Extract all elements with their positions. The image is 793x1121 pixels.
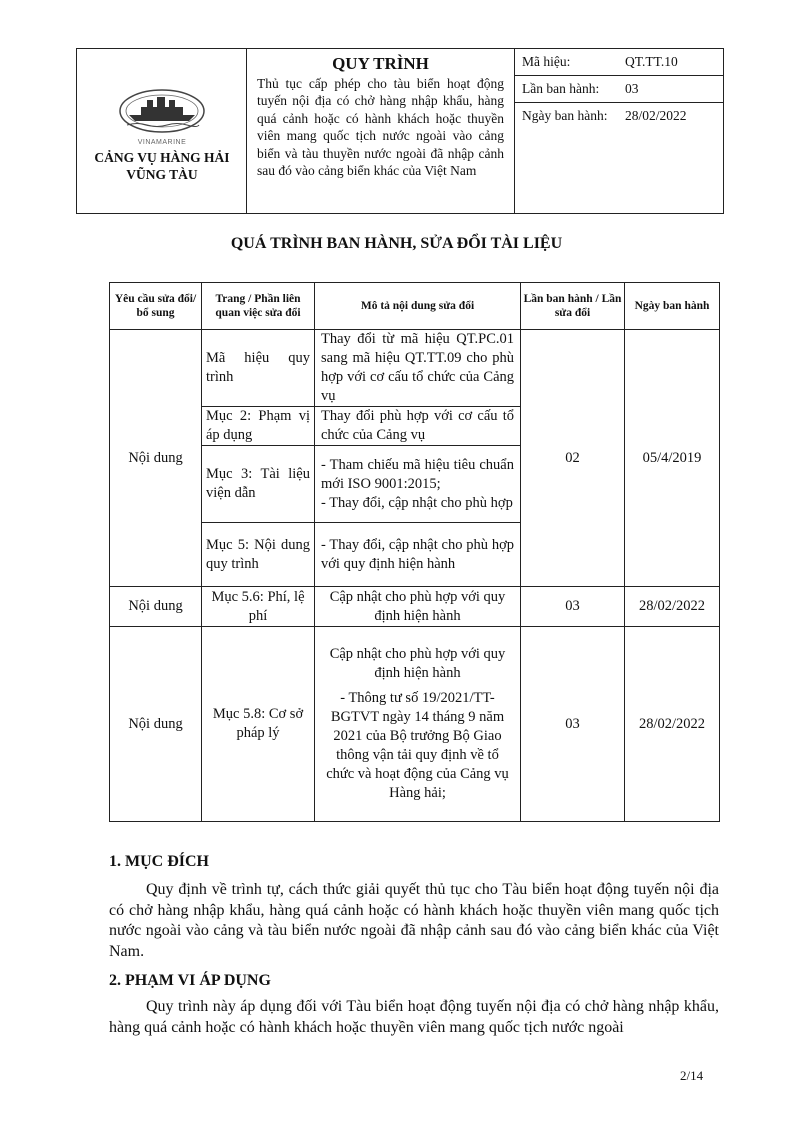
cell-request: Nội dung bbox=[110, 330, 202, 587]
logo-caption: VINAMARINE bbox=[137, 139, 187, 146]
section-2-text: Quy trình này áp dụng đối với Tàu biển hoạt động tuyến nội địa có chở hàng nhập khẩu, hàng quá cảnh hoặc có hành khách hoặc thuyền viên mang quốc tịch nước ngoài bbox=[109, 998, 719, 1036]
cell-issue: 02 bbox=[521, 330, 625, 587]
table-row bbox=[110, 330, 720, 407]
cell-issue: 03 bbox=[521, 587, 625, 627]
meta-row-issue bbox=[515, 76, 723, 103]
col-header-issue: Lần ban hành / Lần sửa đổi bbox=[521, 283, 625, 330]
cell-description bbox=[315, 627, 521, 822]
page-number: 2/14 bbox=[680, 1068, 704, 1083]
cell-description: - Thay đổi, cập nhật cho phù hợp với quy định hiện hành bbox=[315, 523, 521, 587]
meta-label: Lần ban hành: bbox=[522, 81, 600, 96]
cell-description: Thay đổi từ mã hiệu QT.PC.01 sang mã hiệu QT.TT.09 cho phù hợp với cơ cấu tổ chức của Cảng vụ bbox=[315, 330, 521, 407]
meta-cell bbox=[515, 49, 723, 213]
document-header bbox=[76, 48, 724, 214]
cell-section: Mục 2: Phạm vị áp dụng bbox=[202, 407, 315, 446]
cell-section: Mục 3: Tài liệu viện dẫn bbox=[202, 446, 315, 523]
cell-section: Mục 5.6: Phí, lệ phí bbox=[202, 587, 315, 627]
description-line: - Tham chiếu mã hiệu tiêu chuẩn mới ISO 9001:2015; bbox=[321, 456, 514, 492]
meta-label: Mã hiệu: bbox=[522, 54, 571, 69]
cell-request: Nội dung bbox=[110, 587, 202, 627]
cell-section: Mục 5.8: Cơ sở pháp lý bbox=[202, 627, 315, 822]
meta-value: 28/02/2022 bbox=[625, 108, 687, 123]
vinamarine-ship-logo-icon bbox=[117, 85, 207, 135]
cell-date: 05/4/2019 bbox=[625, 330, 720, 587]
description-line: - Thay đổi, cập nhật cho phù hợp bbox=[321, 494, 513, 511]
section-1-text: Quy định về trình tự, cách thức giải quyết thủ tục cho Tàu biển hoạt động tuyến nội địa có chở hàng nhập khẩu, hàng quá cảnh hoặc có hành khách hoặc thuyền viên mang quốc tịch nước ngoài vào cảng và tàu biển nước ngoài đã nhập cảnh sau đó vào cảng biển khác của Việt Nam. bbox=[109, 881, 719, 960]
col-header-description: Mô tả nội dung sửa đổi bbox=[315, 283, 521, 330]
document-type: QUY TRÌNH bbox=[332, 54, 429, 73]
meta-row-date bbox=[515, 103, 723, 130]
cell-section: Mã hiệu quy trình bbox=[202, 330, 315, 407]
meta-value: QT.TT.10 bbox=[625, 54, 678, 69]
cell-request: Nội dung bbox=[110, 627, 202, 822]
col-header-date: Ngày ban hành bbox=[625, 283, 720, 330]
table-row bbox=[110, 587, 720, 627]
revision-history-title: QUÁ TRÌNH BAN HÀNH, SỬA ĐỔI TÀI LIỆU bbox=[230, 235, 563, 252]
col-header-request: Yêu cầu sửa đổi/ bổ sung bbox=[110, 283, 202, 330]
cell-date: 28/02/2022 bbox=[625, 627, 720, 822]
title-cell bbox=[247, 49, 515, 213]
org-name-line-2: VŨNG TÀU bbox=[126, 167, 198, 182]
logo-cell bbox=[77, 49, 247, 213]
cell-issue: 03 bbox=[521, 627, 625, 822]
section-2-heading: 2. PHẠM VI ÁP DỤNG bbox=[109, 972, 271, 989]
cell-section: Mục 5: Nội dung quy trình bbox=[202, 523, 315, 587]
cell-description: Cập nhật cho phù hợp với quy định hiện hành bbox=[315, 587, 521, 627]
document-subject: Thủ tục cấp phép cho tàu biển hoạt động tuyến nội địa có chở hàng nhập khẩu, hàng quá cảnh hoặc có hành khách hoặc thuyền viên mang quốc tịch nước ngoài vào cảng biển và tàu thuyền nước ngoài đã nhập cảnh sau đó vào cảng biển khác của Việt Nam bbox=[257, 76, 504, 179]
revision-table bbox=[109, 282, 720, 822]
org-name-line-1: CẢNG VỤ HÀNG HẢI bbox=[94, 150, 230, 165]
table-row bbox=[110, 627, 720, 822]
cell-description: Thay đổi phù hợp với cơ cấu tổ chức của Cảng vụ bbox=[315, 407, 521, 446]
meta-label: Ngày ban hành: bbox=[522, 108, 608, 123]
description-line: - Thông tư số 19/2021/TT-BGTVT ngày 14 tháng 9 năm 2021 của Bộ trưởng Bộ Giao thông vận tải quy định về tổ chức và hoạt động của Cảng vụ Hàng hải; bbox=[326, 690, 509, 801]
cell-date: 28/02/2022 bbox=[625, 587, 720, 627]
meta-value: 03 bbox=[625, 81, 639, 96]
section-1-heading: 1. MỤC ĐÍCH bbox=[109, 853, 209, 870]
cell-description bbox=[315, 446, 521, 523]
meta-row-code bbox=[515, 49, 723, 76]
table-header-row bbox=[110, 283, 720, 330]
col-header-section: Trang / Phần liên quan việc sửa đổi bbox=[202, 283, 315, 330]
description-line: Cập nhật cho phù hợp với quy định hiện hành bbox=[329, 646, 506, 681]
organization-name bbox=[77, 149, 247, 183]
